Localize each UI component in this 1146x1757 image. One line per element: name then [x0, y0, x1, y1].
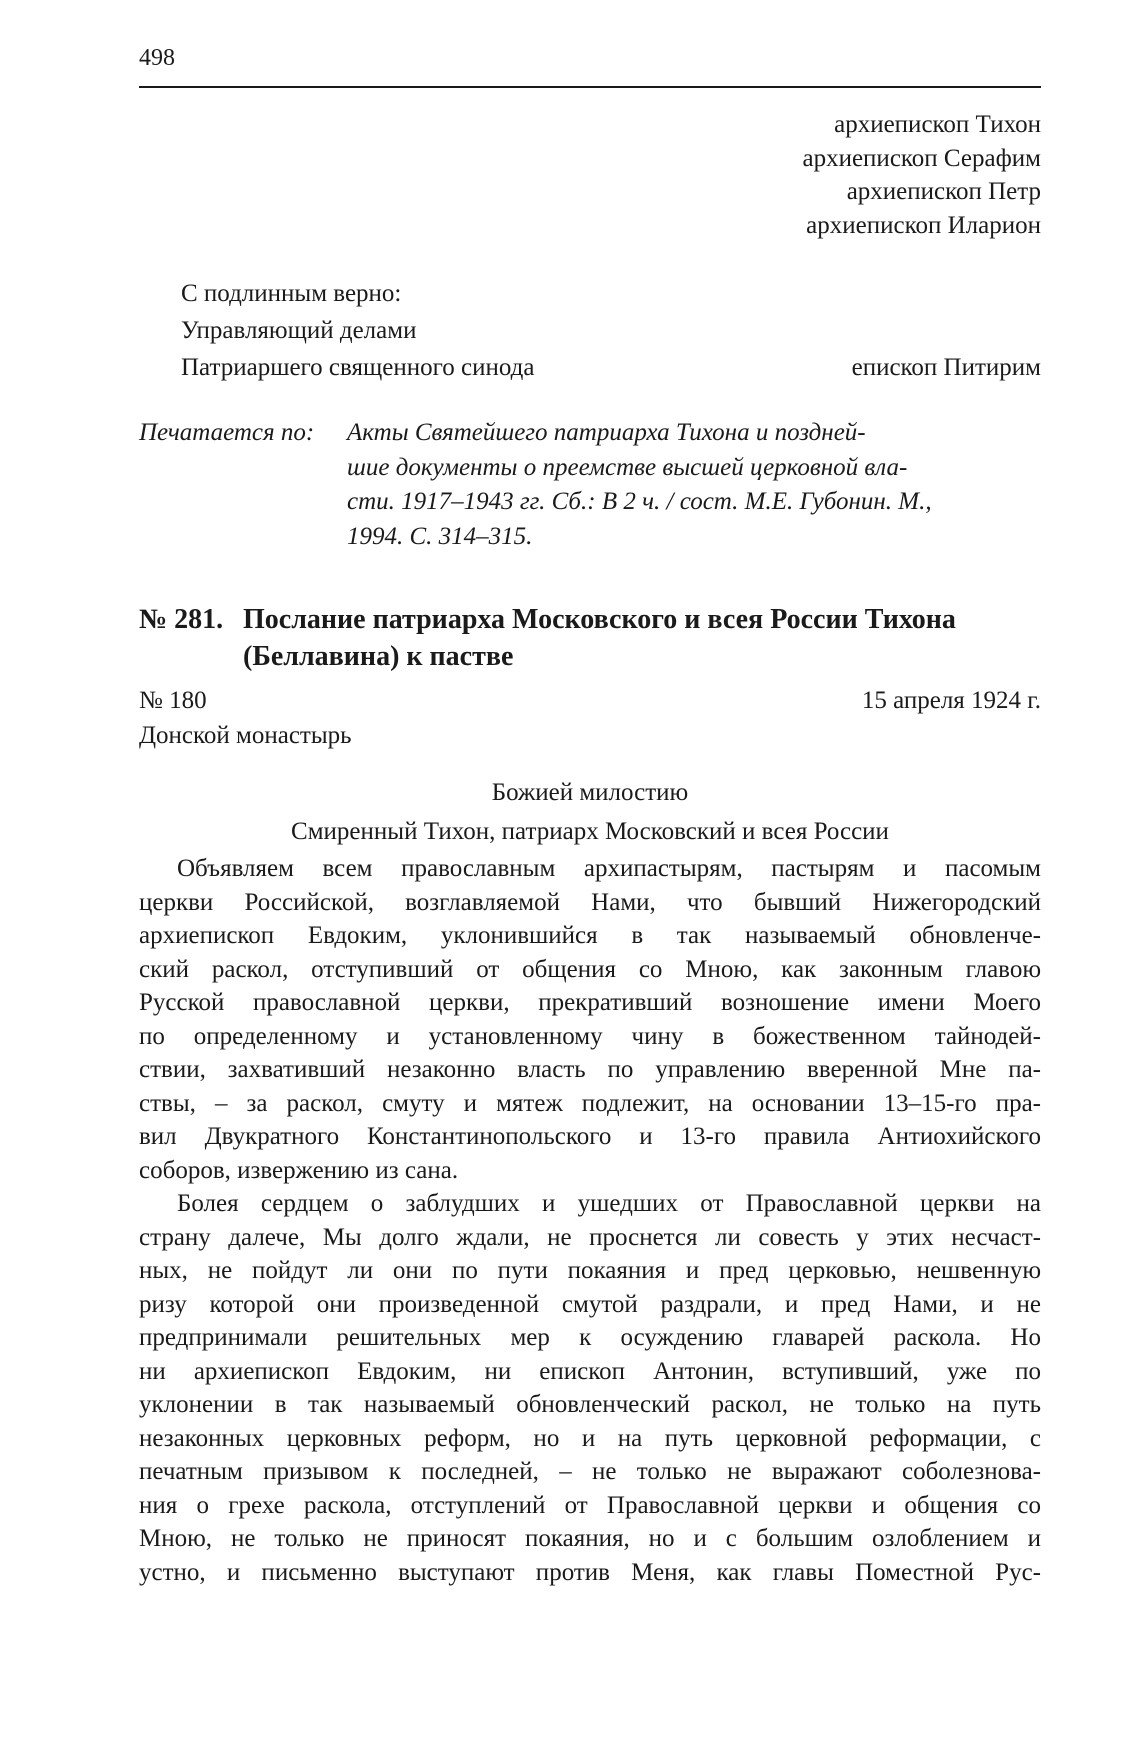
document-reg-block — [139, 683, 352, 753]
text-line: соборов, извержению из сана. — [139, 1156, 459, 1184]
document-title-line: (Беллавина) к пастве — [243, 641, 514, 672]
epistle-heading-line: Божией милостию — [491, 779, 689, 806]
certification-line: С подлинным верно: — [181, 280, 402, 307]
text-line: предпринимали решительных мер к осуждению главарей раскола. Но — [139, 1324, 1041, 1351]
top-rule — [139, 86, 1041, 88]
text-line: незаконных церковных реформ, но и на путь церковной реформации, с — [139, 1424, 1041, 1452]
text-line: печатным призывом к последней, – не только не выражают соболезнова- — [139, 1458, 1041, 1485]
source-line: шие документы о преемстве высшей церковной вла- — [347, 453, 908, 481]
text-line: архиепископ Евдоким, уклонившийся в так называемый обновленче- — [139, 922, 1041, 949]
signatory: архиепископ Тихон — [834, 111, 1041, 138]
source-label: Печатается по: — [139, 419, 315, 446]
paragraph — [139, 852, 1041, 1187]
text-line: страну далече, Мы долго ждали, не проснется ли совесть у этих несчаст- — [139, 1223, 1041, 1251]
text-line: устно, и письменно выступают против Меня, как главы Поместной Рус- — [139, 1558, 1041, 1586]
text-line: ствы, – за раскол, смуту и мятеж подлежит, на основании 13–15-го пра- — [139, 1089, 1041, 1117]
source-line: 1994. С. 314–315. — [347, 522, 533, 550]
text-line: ствии, захвативший незаконно власть по управлению вверенной Мне па- — [139, 1056, 1041, 1083]
signatories — [802, 108, 1041, 242]
text-line: уклонении в так называемый обновленческий раскол, не только на путь — [139, 1391, 1041, 1418]
document-date: 15 апреля 1924 г. — [861, 687, 1041, 714]
document-number: № 281. — [139, 604, 224, 635]
text-line: Русской православной церкви, прекративший возношение имени Моего — [139, 989, 1041, 1016]
document-title — [243, 601, 956, 675]
text-line: ризу которой они произведенной смутой раздрали, и пред Нами, и не — [139, 1290, 1041, 1318]
text-line: Болея сердцем о заблудших и ушедших от Православной церкви на — [177, 1190, 1041, 1217]
certification-block — [181, 275, 534, 386]
epistle-heading — [139, 773, 1041, 851]
text-line: по определенному и установленному чину в божественном тайнодей- — [139, 1022, 1041, 1050]
paragraph — [139, 1187, 1041, 1589]
text-line: ни архиепископ Евдоким, ни епископ Антонин, вступивший, уже по — [139, 1357, 1041, 1385]
source-line: Акты Святейшего патриарха Тихона и поздней- — [347, 419, 866, 446]
signatory: архиепископ Иларион — [806, 211, 1041, 239]
document-title-line: Послание патриарха Московского и всея России Тихона — [243, 604, 956, 635]
body-text — [139, 852, 1041, 1589]
certification-line: Управляющий делами — [181, 317, 417, 344]
document-reg-number: № 180 — [139, 687, 207, 714]
signatory: архиепископ Петр — [846, 178, 1041, 205]
text-line: ных, не пойдут ли они по пути покаяния и пред церковью, нешвенную — [139, 1257, 1041, 1284]
source-line: сти. 1917–1943 гг. Сб.: В 2 ч. / сост. М.Е. Губонин. М., — [347, 488, 932, 515]
text-line: Объявляем всем православным архипастырям, пастырям и пасомым — [177, 855, 1041, 882]
page-number: 498 — [139, 45, 175, 71]
document-place: Донской монастырь — [139, 722, 352, 749]
text-line: Мною, не только не приносят покаяния, но и с большим озлоблением и — [139, 1525, 1041, 1552]
text-line: ния о грехе раскола, отступлений от Православной церкви и общения со — [139, 1491, 1041, 1519]
text-line: ский раскол, отступивший от общения со Мною, как законным главою — [139, 955, 1041, 983]
text-line: церкви Российской, возглавляемой Нами, что бывший Нижегородский — [139, 888, 1041, 916]
text-line: вил Двукратного Константинопольского и 13-го правила Антиохийского — [139, 1123, 1041, 1150]
epistle-heading-line: Смиренный Тихон, патриарх Московский и всея России — [291, 818, 889, 845]
signatory: архиепископ Серафим — [802, 144, 1041, 172]
certification-signer: епископ Питирим — [851, 354, 1041, 381]
certification-line: Патриаршего священного синода — [181, 354, 535, 381]
source-citation — [347, 416, 997, 554]
